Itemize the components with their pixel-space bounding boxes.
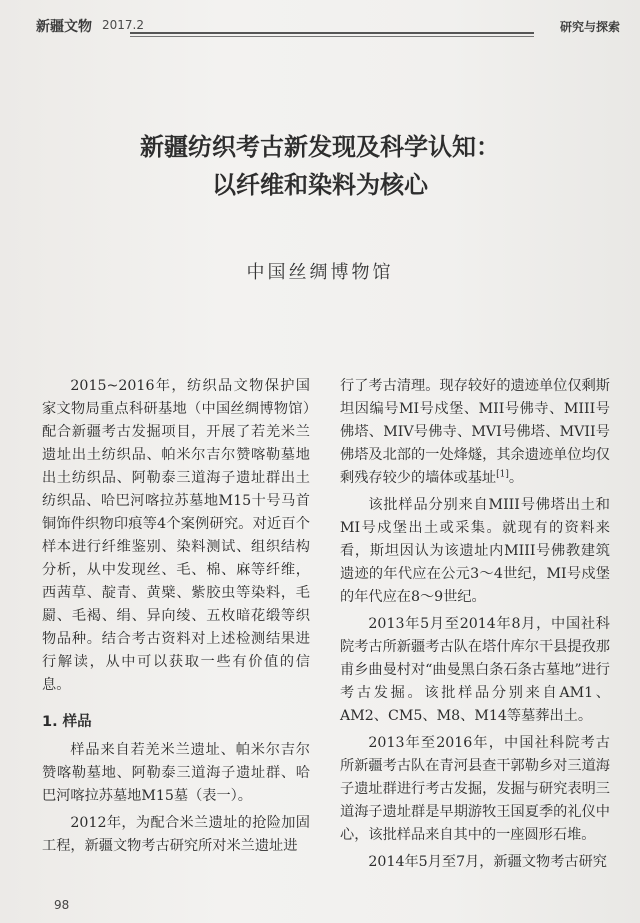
paragraph-jirzankal: 2013年5月至2014年8月，中国社科院考古所新疆考古队在塔什库尔干县提孜那甫乡曲曼村对“曲曼黑白条石条古墓地”进行考古发掘。该批样品分别来自AM1、AM2、CM5、M8、M14等墓葬出土。: [340, 616, 610, 724]
section-heading-samples: 1. 样品: [42, 714, 92, 730]
citation-1: [1]: [496, 469, 509, 480]
paragraph-miran-cont-text: 行了考古清理。现存较好的遗迹单位仅剩斯坦因编号MI号戍堡、MII号佛寺、MIII号佛塔、MIV号佛寺、MVI号佛塔、MVII号佛塔及北部的一处烽燧，其余遗迹单位均仅剩残存较少的墙体或基址: [340, 378, 610, 486]
article-title-line1: 新疆纺织考古新发现及科学认知：: [140, 133, 500, 161]
paragraph-2014: 2014年5月至7月，新疆文物考古研究: [368, 854, 607, 870]
paragraph-miran-cont-end: 。: [508, 470, 524, 486]
paragraph-miran: 2012年，为配合米兰遗址的抢险加固工程，新疆文物考古研究所对米兰遗址进: [42, 815, 310, 854]
article-title-line2: 以纤维和染料为核心: [212, 171, 428, 199]
section-name: 研究与探索: [559, 20, 620, 34]
paragraph-intro: 2015~2016年，纺织品文物保护国家文物局重点科研基地（中国丝绸博物馆）配合新疆考古发掘项目，开展了若羌米兰遗址出土纺织品、帕米尔吉尔赞喀勒墓地出土纺织品、阿勒泰三道海子遗址群出土纺织品、哈巴河喀拉苏墓地M15十号马首铜饰件织物印痕等4个案例研究。对近百个样本进行纤维鉴别、染料测试、组织结构分析，从中发现丝、毛、棉、麻等纤维，西茜草、靛青、黄檗、紫胶虫等染料，毛罽、毛褐、绢、异向绫、五枚暗花缎等织物品种。结合考古资料对上述检测结果进行解读，从中可以获取一些有价值的信息。: [42, 378, 310, 693]
paragraph-miran-samples: 该批样品分别来自MIII号佛塔出土和MI号戍堡出土或采集。就现有的资料来看，斯坦因认为该遗址内MIII号佛教建筑遗迹的年代应在公元3～4世纪，MI号戍堡的年代应在8～9世纪。: [340, 497, 610, 605]
running-header: [36, 14, 620, 40]
page-number: 98: [54, 898, 70, 912]
right-column: [340, 375, 610, 878]
article-title: [0, 128, 640, 204]
journal-name: 新疆文物: [36, 19, 92, 35]
paragraph-samples: 样品来自若羌米兰遗址、帕米尔吉尔赞喀勒墓地、阿勒泰三道海子遗址群、哈巴河喀拉苏墓地M15墓（表一）。: [42, 742, 310, 804]
journal-issue: 2017.2: [102, 18, 144, 32]
left-column: [42, 375, 310, 862]
article-author: 中国丝绸博物馆: [246, 262, 394, 283]
header-rule: [130, 32, 534, 34]
paragraph-miran-cont: [340, 375, 610, 490]
header-rule-thin: [130, 36, 534, 37]
paragraph-sandaohaizi: 2013年至2016年，中国社科院考古所新疆考古队在青河县查干郭勒乡对三道海子遗址群进行考古发掘，发掘与研究表明三道海子遗址群是早期游牧王国夏季的礼仪中心，该批样品来自其中的一座圆形石堆。: [340, 735, 610, 843]
